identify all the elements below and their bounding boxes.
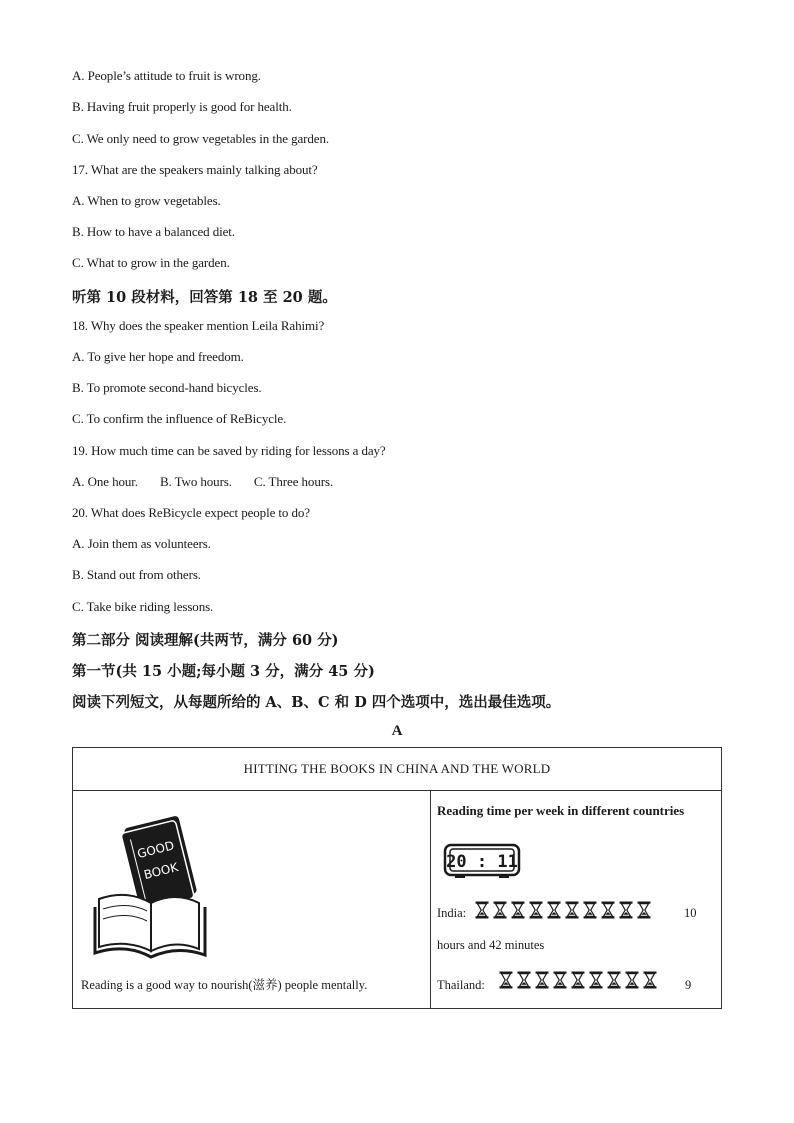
part-2-title: 第二部分 阅读理解(共两节，满分 60 分) <box>72 632 339 649</box>
option-16c: C. We only need to grow vegetables in the garden. <box>72 131 329 146</box>
option-16a: A. People’s attitude to fruit is wrong. <box>72 68 261 83</box>
hourglass-icon <box>553 971 567 989</box>
question-19: 19. How much time can be saved by riding for lessons a day? <box>72 443 386 458</box>
option-19c: C. Three hours. <box>253 474 334 489</box>
reading-instruction: 阅读下列短文，从每题所给的 A、B、C 和 D 四个选项中，选出最佳选项。 <box>72 694 561 711</box>
option-17b: B. How to have a balanced diet. <box>72 224 235 239</box>
table-right-cell <box>431 791 721 1009</box>
reading-time-title: Reading time per week in different countries <box>437 803 685 818</box>
hourglass-icon <box>607 971 621 989</box>
clock-display: 20 : 11 <box>446 852 518 872</box>
hourglass-icon <box>571 971 585 989</box>
hourglass-icon <box>493 901 507 919</box>
option-16b: B. Having fruit properly is good for health. <box>72 99 292 114</box>
clock-icon <box>443 843 521 879</box>
hourglass-icon <box>529 901 543 919</box>
hourglass-icon <box>475 901 489 919</box>
options-19 <box>72 474 355 490</box>
hourglass-icon <box>511 901 525 919</box>
passage-letter: A <box>391 723 403 739</box>
option-17a: A. When to grow vegetables. <box>72 193 221 208</box>
section-10-instruction: 听第 10 段材料，回答第 18 至 20 题。 <box>72 289 337 306</box>
hourglass-icon <box>643 971 657 989</box>
hourglass-icon <box>619 901 633 919</box>
book-cover-text-1: GOOD <box>135 838 176 861</box>
book-cover-text-2: BOOK <box>142 860 180 882</box>
option-18b: B. To promote second-hand bicycles. <box>72 380 262 395</box>
option-19b: B. Two hours. <box>159 474 232 489</box>
hourglass-icon <box>601 901 615 919</box>
question-20: 20. What does ReBicycle expect people to do? <box>72 505 310 520</box>
hourglass-icon <box>637 901 651 919</box>
hourglass-row-thailand <box>499 971 657 989</box>
hourglass-icon <box>583 901 597 919</box>
reading-table <box>72 747 722 1009</box>
table-left-cell <box>73 791 430 1009</box>
option-18a: A. To give her hope and freedom. <box>72 349 244 364</box>
section-1-title: 第一节(共 15 小题;每小题 3 分，满分 45 分) <box>72 663 375 680</box>
hourglass-icon <box>547 901 561 919</box>
thailand-value: 9 <box>685 978 692 992</box>
option-19a: A. One hour. <box>72 474 138 489</box>
hourglass-icon <box>499 971 513 989</box>
option-20c: C. Take bike riding lessons. <box>72 599 214 614</box>
option-17c: C. What to grow in the garden. <box>72 255 230 270</box>
hourglass-icon <box>589 971 603 989</box>
india-value: 10 <box>684 906 697 920</box>
hourglass-icon <box>565 901 579 919</box>
question-17: 17. What are the speakers mainly talking about? <box>72 162 318 177</box>
option-20b: B. Stand out from others. <box>72 567 201 582</box>
hourglass-icon <box>517 971 531 989</box>
hourglass-icon <box>625 971 639 989</box>
country-label-india: India: <box>437 906 467 920</box>
india-continuation: hours and 42 minutes <box>437 938 545 952</box>
option-20a: A. Join them as volunteers. <box>72 536 211 551</box>
table-header: HITTING THE BOOKS IN CHINA AND THE WORLD <box>73 748 721 791</box>
hourglass-row-india <box>475 901 651 919</box>
hourglass-icon <box>535 971 549 989</box>
question-18: 18. Why does the speaker mention Leila Rahimi? <box>72 318 325 333</box>
book-icon <box>91 811 221 961</box>
table-caption: Reading is a good way to nourish(滋养) people mentally. <box>81 978 368 992</box>
option-18c: C. To confirm the influence of ReBicycle. <box>72 411 287 426</box>
country-label-thailand: Thailand: <box>437 978 485 992</box>
